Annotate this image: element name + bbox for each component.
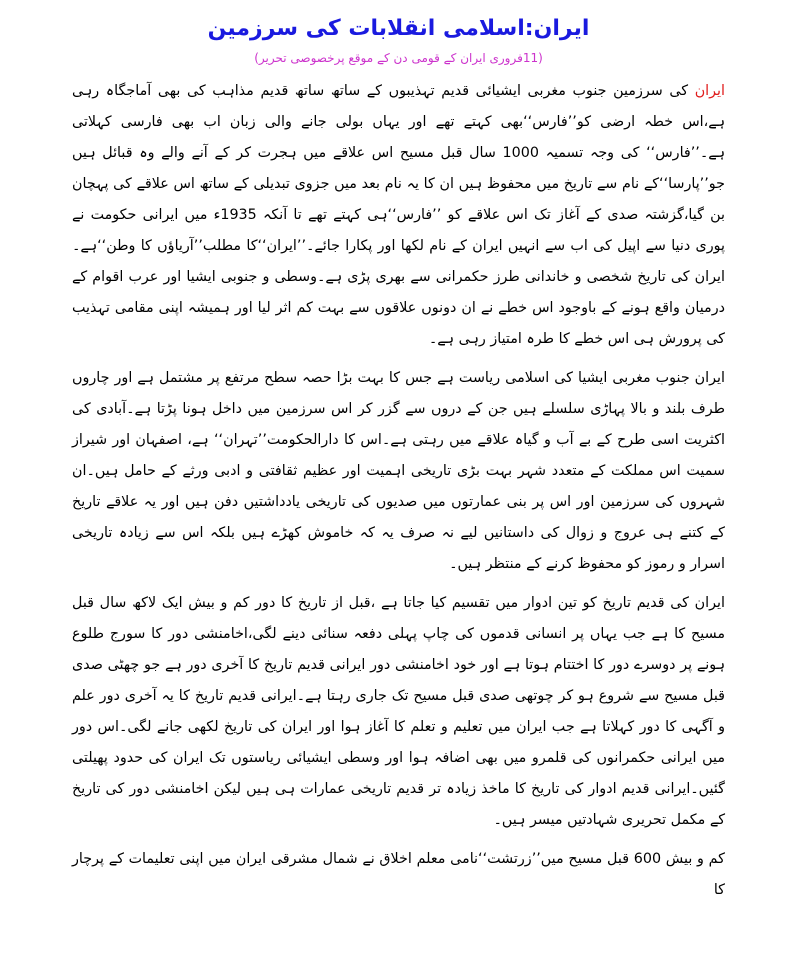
paragraph-4-text: کم و بیش 600 قبل مسیح میں’’زرتشت‘‘نامی معلم اخلاق نے شمال مشرقی ایران میں اپنی تعلیمات کے پرچار کا [72, 851, 725, 898]
paragraph-4 [72, 844, 725, 906]
paragraph-2-text: ایران جنوب مغربی ایشیا کی اسلامی ریاست ہے جس کا بہت بڑا حصہ سطح مرتفع پر مشتمل ہے اور چاروں طرف بلند و بالا پہاڑی سلسلے ہیں جن کے دروں سے گزر کر اس سرزمین میں داخل ہونا پڑتا ہے۔آبادی کی اکثریت اسی طرح کے بے آب و گیاہ علاقے میں رہتی ہے۔اس کا دارالحکومت’’تہران‘‘ ہے، اصفہان اور شیراز سمیت اس مملکت کے متعدد شہر بہت بڑی تاریخی اہمیت اور عظیم ثقافتی و ادبی ورثے کے حامل ہیں۔ان شہروں کی سرزمین اور اس پر بنی عمارتوں میں صدیوں کی تاریخی یادداشتیں دفن ہیں اور یہ علاقے تاریخ کے کتنے ہی عروج و زوال کی داستانیں لیے نہ صرف یہ کہ خاموش کھڑے ہیں بلکہ اس سے زیادہ تاریخی اسرار و رموز کو محفوظ کرنے کے منتظر ہیں۔ [72, 370, 725, 572]
paragraph-2 [72, 363, 725, 580]
article-subtitle: (11فروری ایران کے قومی دن کے موقع پرخصوصی تحریر) [254, 51, 543, 65]
paragraph-1 [72, 76, 725, 355]
paragraph-3-text: ایران کی قدیم تاریخ کو تین ادوار میں تقسیم کیا جاتا ہے ،قبل از تاریخ کا دور کم و بیش ایک لاکھ سال قبل مسیح کا ہے جب یہاں پر انسانی قدموں کی چاپ پہلی دفعہ سنائی دینے لگی،اخامنشی دور کا سورج طلوع ہونے پر دوسرے دور کا اختتام ہوتا ہے اور خود اخامنشی دور ایرانی قدیم تاریخ کا آخری دور ہے جو چھٹی صدی قبل مسیح سے شروع ہو کر چوتھی صدی قبل مسیح تک جاری رہتا ہے۔ایرانی قدیم تاریخ کا یہ آخری دور علم و آگہی کا دور کہلاتا ہے جب ایران میں تعلیم و تعلم کا آغاز ہوا اور ایران کی تاریخ لکھی جانے لگی۔اس دور میں ایرانی حکمرانوں کی قلمرو میں بھی اضافہ ہوا اور وسطی ایشیائی ریاستوں تک ایران کی حدود پھیلتی گئیں۔ایرانی قدیم ادوار کی تاریخ کا ماخذ زیادہ تر قدیم تاریخی عمارات ہی ہیں لیکن اخامنشی دور کی تاریخ کے مکمل تحریری شہادتیں میسر ہیں۔ [72, 595, 725, 828]
paragraph-1-lead-word: ایران [694, 83, 725, 99]
article-title: ایران:اسلامی انقلابات کی سرزمین [207, 16, 590, 41]
paragraph-3 [72, 588, 725, 836]
paragraph-1-text: کی سرزمین جنوب مغربی ایشیائی قدیم تہذیبوں کے ساتھ ساتھ قدیم مذاہب کی بھی آماجگاہ رہی ہے،اس خطہ ارضی کو’’فارس‘‘بھی کہتے تھے اور یہاں بولی جانے والی زبان اب بھی فارسی کہلاتی ہے۔’’فارس‘‘ کی وجہ تسمیہ 1000 سال قبل مسیح اس علاقے میں ہجرت کر کے آنے والے وہ قبائل ہیں جو’’پارسا‘‘کے نام سے تاریخ میں محفوظ ہیں ان کا یہ نام بعد میں جزوی تبدیلی کے ساتھ اس علاقے کی پہچان بن گیا،گزشتہ صدی کے آغاز تک اس علاقے کو ’’فارس‘‘ہی کہتے تھے تا آنکہ 1935ء میں ایرانی حکومت نے پوری دنیا سے اپیل کی اب سے انہیں ایران کے نام لکھا اور پکارا جائے۔’’ایران‘‘کا مطلب’’آریاؤں کا وطن‘‘ہے۔ایران کی تاریخ شخصی و خاندانی طرز حکمرانی سے بھری پڑی ہے۔وسطی و جنوبی ایشیا اور عرب اقوام کے درمیان واقع ہونے کے باوجود اس خطے نے ان دونوں علاقوں سے بہت کم اثر لیا اور ہمیشہ اپنی مقامی تہذیب کی پرورش ہی اس خطے کا طرہ امتیاز رہی ہے۔ [72, 83, 725, 347]
